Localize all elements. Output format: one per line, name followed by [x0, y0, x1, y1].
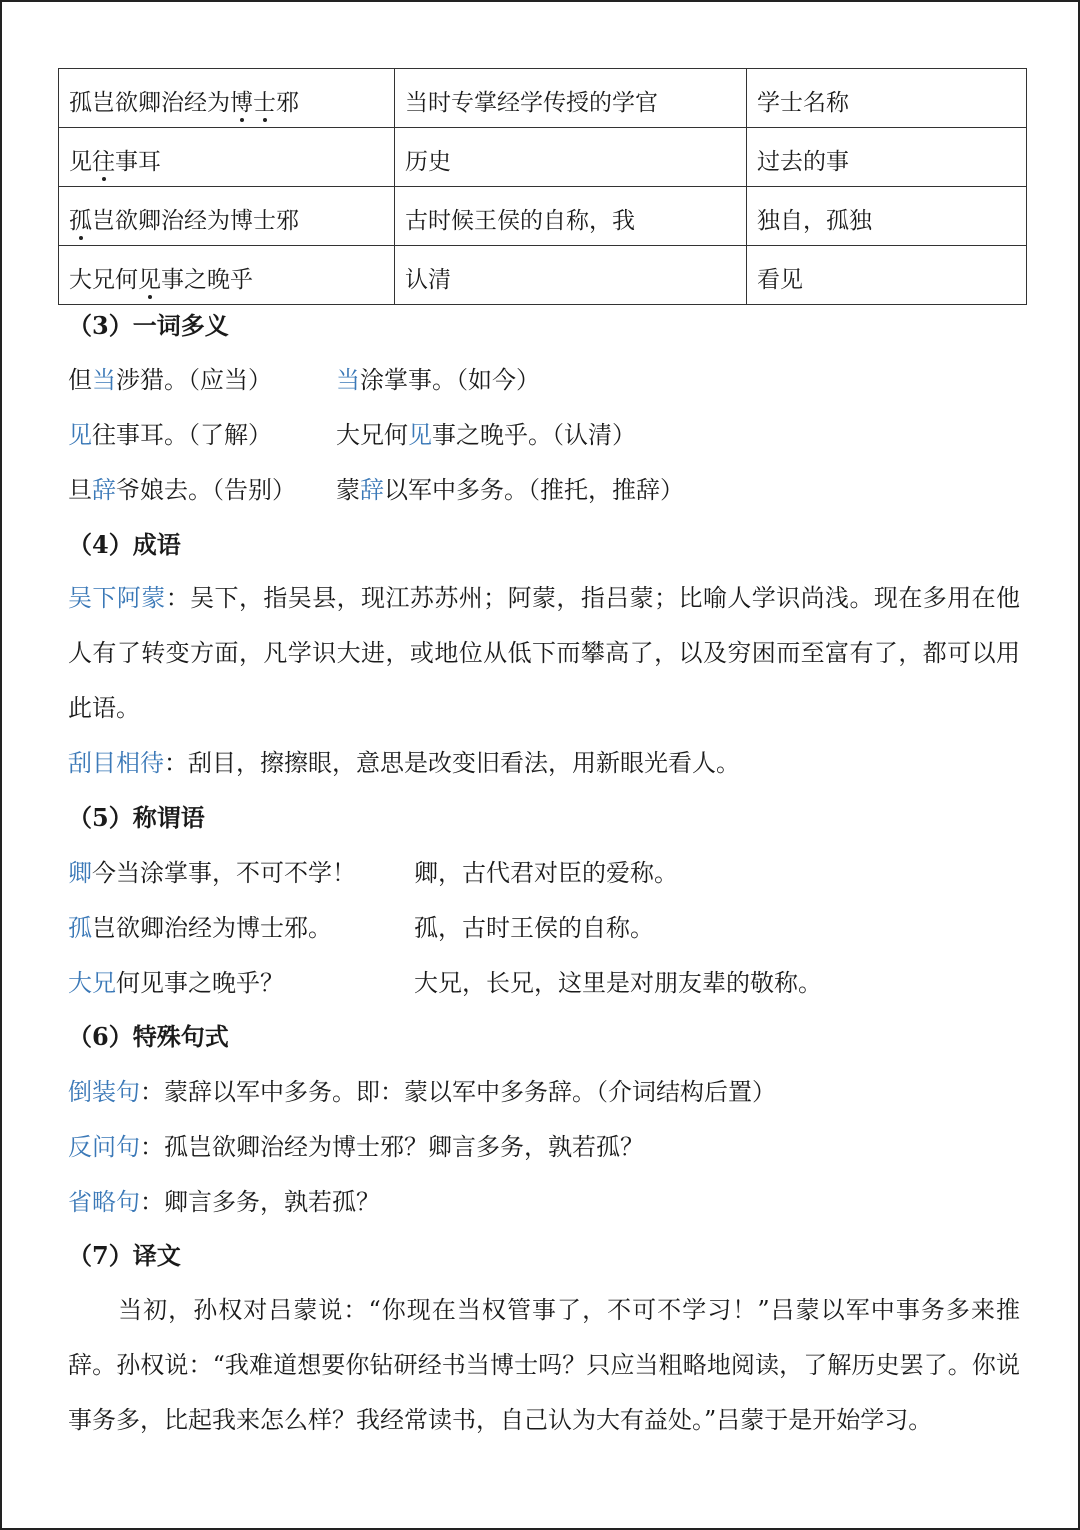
translation-paragraph: 当初，孙权对吕蒙说：“你现在当权管事了，不可不学习！”吕蒙以军中事务多来推辞。孙权说：“我难道想要你钻研经书当博士吗？只应当粗略地阅读，了解历史罢了。你说事务多，比起我来怎么样？我经常读书，自己认为大有益处。”吕蒙于是开始学习。	[68, 1296, 1020, 1434]
table-cell-modern-meaning: 过去的事	[747, 128, 1027, 187]
section-heading-titles: （5）称谓语	[68, 803, 205, 832]
table-cell-ancient-meaning: 历史	[395, 128, 747, 187]
syntax-row: 省略句：卿言多务，孰若孤？	[68, 1188, 380, 1216]
table-cell-ancient-meaning: 当时专掌经学传授的学官	[395, 69, 747, 128]
table-cell-example: 孤岂欲卿治经为博士邪	[59, 69, 395, 128]
section-heading-idioms: （4）成语	[68, 530, 181, 559]
key-word: 见	[68, 421, 92, 449]
table-row	[59, 69, 1027, 128]
table-row	[59, 128, 1027, 187]
syntax-term: 倒装句	[68, 1078, 140, 1106]
title-example: 大兄何见事之晚乎？	[68, 969, 284, 997]
key-word: 当	[336, 366, 360, 394]
key-word: 卿	[68, 859, 92, 887]
table-cell-modern-meaning: 看见	[747, 246, 1027, 305]
polysemy-row-second: 当涂掌事。（如今）	[336, 366, 540, 394]
word-meaning-table	[58, 68, 1027, 305]
table-row	[59, 246, 1027, 305]
polysemy-row-second: 蒙辞以军中多务。（推托，推辞）	[336, 476, 684, 504]
polysemy-row: 但当涉猎。（应当）	[68, 366, 272, 394]
key-word: 大兄	[68, 969, 116, 997]
polysemy-row-second: 大兄何见事之晚乎。（认清）	[336, 421, 636, 449]
idiom-entry: 吴下阿蒙：吴下，指吴县，现江苏苏州；阿蒙，指吕蒙；比喻人学识尚浅。现在多用在他人有了转变方面，凡学识大进，或地位从低下而攀高了，以及穷困而至富有了，都可以用此语。	[68, 584, 1021, 722]
title-example: 卿今当涂掌事，不可不学！	[68, 859, 356, 887]
table-cell-example: 大兄何见事之晚乎	[59, 246, 395, 305]
polysemy-row: 见往事耳。（了解）	[68, 421, 272, 449]
title-note: 大兄，长兄，这里是对朋友辈的敬称。	[414, 969, 822, 997]
syntax-term: 省略句	[68, 1188, 140, 1216]
key-word: 辞	[360, 476, 384, 504]
table-cell-modern-meaning: 学士名称	[747, 69, 1027, 128]
table-cell-ancient-meaning: 认清	[395, 246, 747, 305]
key-word: 见	[408, 421, 432, 449]
table-cell-modern-meaning: 独自，孤独	[747, 187, 1027, 246]
key-word: 孤	[68, 914, 92, 942]
section-heading-translation: （7）译文	[68, 1241, 181, 1270]
syntax-term: 反问句	[68, 1133, 140, 1161]
key-word: 当	[92, 366, 116, 394]
title-example: 孤岂欲卿治经为博士邪。	[68, 914, 332, 942]
idiom-term: 刮目相待	[68, 749, 164, 777]
syntax-row: 倒装句：蒙辞以军中多务。即：蒙以军中多务辞。（介词结构后置）	[68, 1078, 776, 1106]
section-heading-polysemy: （3）一词多义	[68, 311, 229, 340]
section-heading-syntax: （6）特殊句式	[68, 1022, 229, 1051]
syntax-row: 反问句：孤岂欲卿治经为博士邪？卿言多务，孰若孤？	[68, 1133, 644, 1161]
table-row	[59, 187, 1027, 246]
polysemy-row: 旦辞爷娘去。（告别）	[68, 476, 296, 504]
idiom-entry: 刮目相待：刮目，擦擦眼，意思是改变旧看法，用新眼光看人。	[68, 749, 740, 777]
idiom-term: 吴下阿蒙	[68, 584, 166, 612]
title-note: 孤，古时王侯的自称。	[414, 914, 654, 942]
title-note: 卿，古代君对臣的爱称。	[414, 859, 678, 887]
table-cell-example: 孤岂欲卿治经为博士邪	[59, 187, 395, 246]
table-cell-ancient-meaning: 古时候王侯的自称，我	[395, 187, 747, 246]
key-word: 辞	[92, 476, 116, 504]
table-cell-example: 见往事耳	[59, 128, 395, 187]
